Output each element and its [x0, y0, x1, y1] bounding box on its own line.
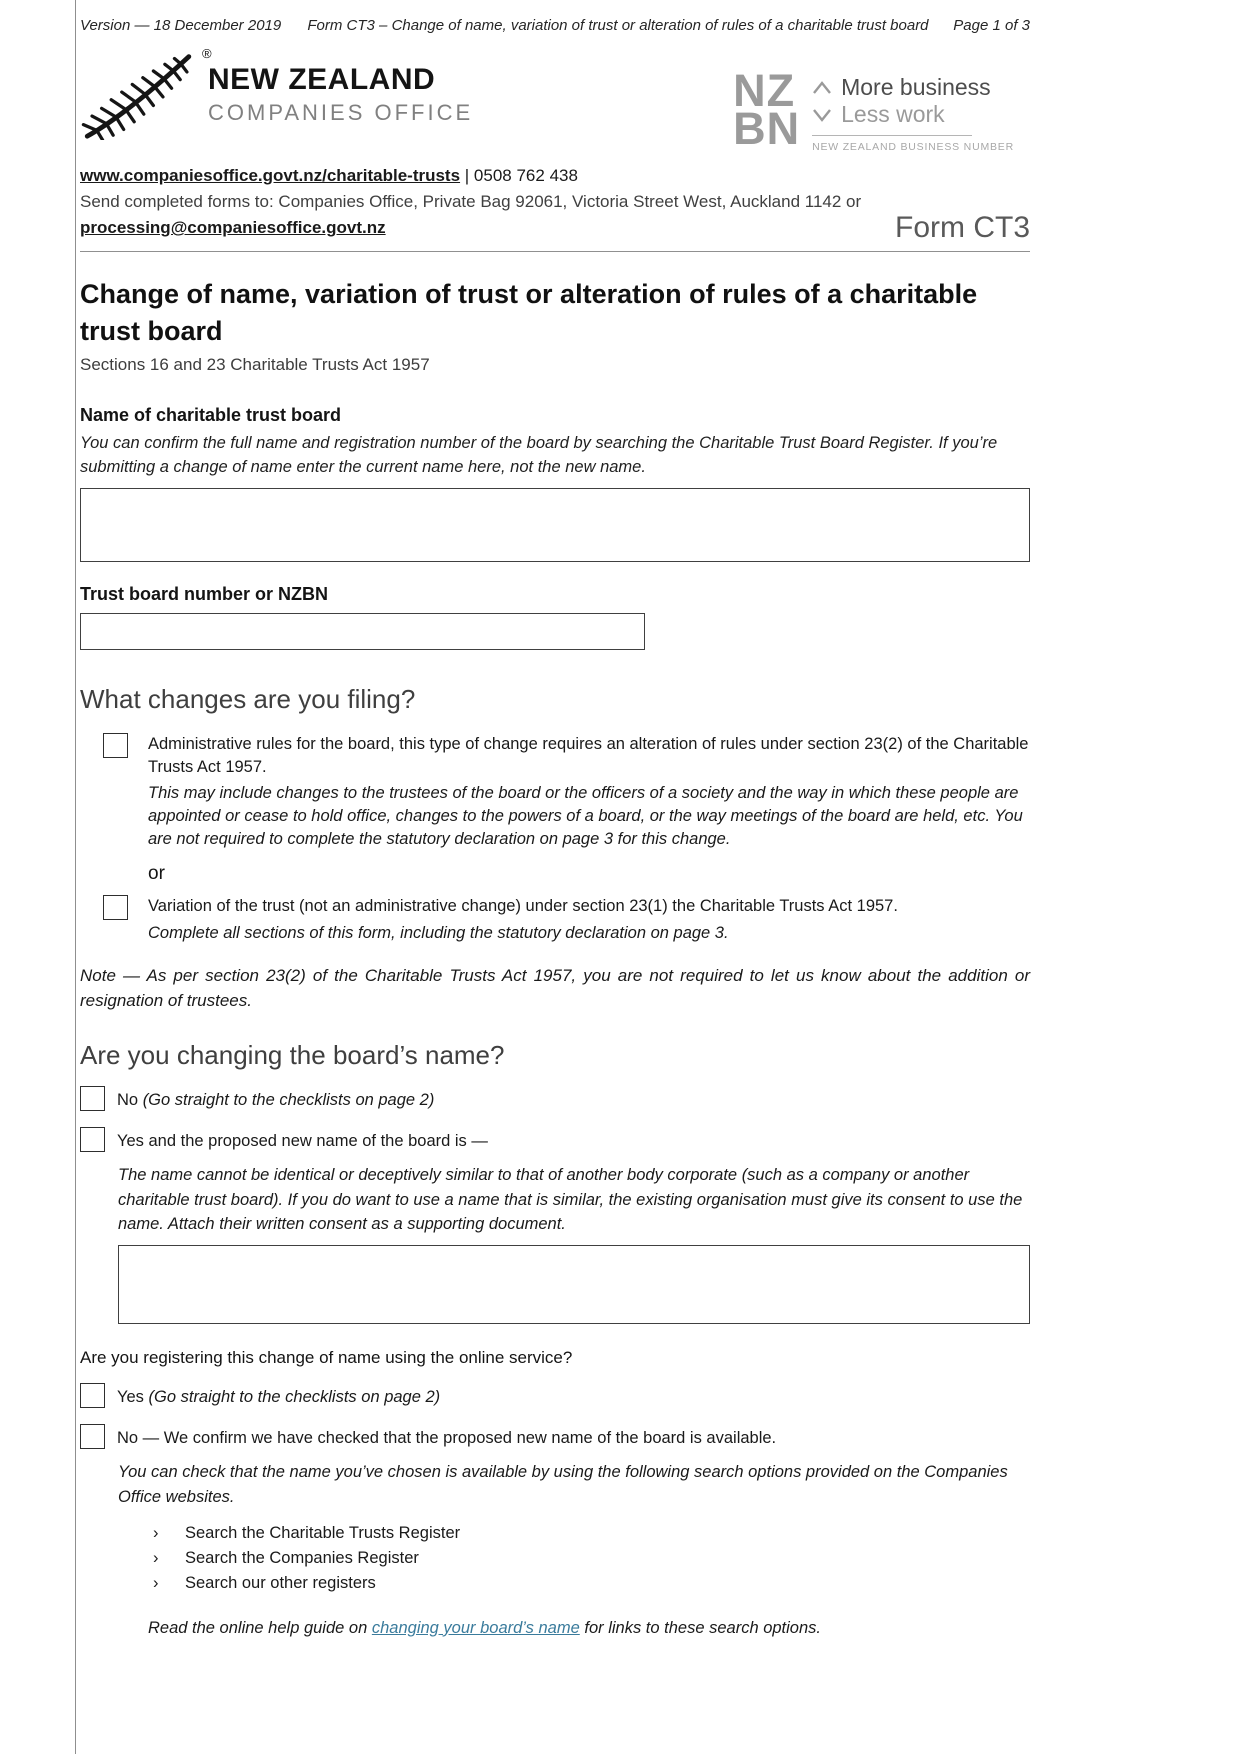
chevron-right-icon: › [153, 1523, 159, 1542]
nzbn-logo [733, 65, 1014, 154]
fern-icon [80, 48, 198, 140]
name-change-no-option [80, 1086, 1030, 1112]
name-change-yes-checkbox[interactable] [80, 1127, 105, 1152]
online-yes-note: (Go straight to the checklists on page 2) [148, 1388, 441, 1407]
online-yes-option [80, 1383, 1030, 1409]
online-no-label: No — We confirm we have checked that the proposed new name of the board is available. [117, 1429, 777, 1448]
logo-subtitle: COMPANIES OFFICE [208, 99, 474, 125]
registered-trademark: ® [202, 46, 212, 61]
board-number-heading: Trust board number or NZBN [80, 584, 329, 604]
variation-label: Variation of the trust (not an administrative change) under section 23(1) the Charitable Trusts Act 1957. [148, 897, 898, 916]
companies-office-logo [80, 48, 473, 140]
processing-email-link[interactable]: processing@companiesoffice.govt.nz [80, 218, 386, 238]
chevron-right-icon: › [153, 1573, 159, 1592]
name-change-yes-label: Yes and the proposed new name of the board is — [117, 1131, 488, 1150]
search-charitable-trusts-register: Search the Charitable Trusts Register [185, 1523, 461, 1542]
admin-rules-label: Administrative rules for the board, this type of change requires an alteration of rules under section 23(2) of the Charitable Trusts Act 1957. [148, 735, 1029, 777]
nzbn-more-text: More business [841, 74, 991, 100]
list-item [153, 1549, 1030, 1568]
version-text: Version — 18 December 2019 [80, 17, 282, 34]
board-name-note: You can confirm the full name and registration number of the board by searching the Charitable Trust Board Register. If you’re submitting a change of name enter the current name here, not the new name. [80, 434, 998, 477]
list-item [153, 1524, 1030, 1543]
page-header [80, 0, 1030, 34]
page-content [80, 0, 1030, 1638]
logo-title: NEW ZEALAND [208, 62, 436, 96]
online-service-question: Are you registering this change of name using the online service? [80, 1348, 573, 1368]
chevron-up-icon [812, 81, 832, 95]
contact-line-url [80, 165, 1030, 187]
help-prefix: Read the online help guide on [148, 1618, 372, 1637]
list-item [153, 1574, 1030, 1593]
page-left-border [75, 0, 76, 1754]
board-name-input[interactable] [80, 488, 1030, 562]
search-options-list [153, 1524, 1030, 1593]
search-other-registers: Search our other registers [185, 1573, 376, 1592]
board-number-input[interactable] [80, 613, 645, 650]
admin-rules-checkbox[interactable] [103, 733, 128, 758]
trustees-note: Note — As per section 23(2) of the Charitable Trusts Act 1957, you are not required to let us know about the addition or resignation of trustees. [80, 965, 1030, 1011]
contact-block [80, 165, 1030, 245]
name-rules-note: The name cannot be identical or deceptively similar to that of another body corporate (such as a company or another charitable trust board). If you do want to use a name that is similar, the existing organisation must give its consent to use the name. Attach their written consent as a supporting document. [118, 1165, 1023, 1234]
nzbn-caption: NEW ZEALAND BUSINESS NUMBER [812, 141, 1014, 153]
send-forms-text: Send completed forms to: Companies Office, Private Bag 92061, Victoria Street West, Auckland 1142 or [80, 192, 862, 212]
online-yes-label: Yes [117, 1388, 144, 1407]
phone-number: | 0508 762 438 [464, 166, 578, 185]
chevron-right-icon: › [153, 1548, 159, 1567]
nzbn-divider [812, 135, 972, 136]
new-name-input[interactable] [118, 1245, 1030, 1324]
name-change-no-checkbox[interactable] [80, 1086, 105, 1111]
page-subtitle: Sections 16 and 23 Charitable Trusts Act 1957 [80, 355, 430, 375]
nzbn-less-text: Less work [841, 101, 945, 127]
board-name-heading: Name of charitable trust board [80, 405, 342, 426]
admin-rules-option [80, 733, 1030, 851]
variation-option [80, 895, 1030, 944]
online-no-option [80, 1424, 1030, 1450]
variation-note: Complete all sections of this form, including the statutory declaration on page 3. [148, 923, 729, 942]
help-text [148, 1619, 1030, 1638]
nzbn-bn-text: BN [733, 102, 801, 154]
form-ref-text: Form CT3 – Change of name, variation of trust or alteration of rules of a charitable trust board [307, 17, 929, 34]
header-divider [80, 251, 1030, 252]
admin-rules-note: This may include changes to the trustees of the board or the officers of a society and the way in which these people are appointed or cease to hold office, changes to the powers of a board, or the way meetings of the board are held, etc. You are not required to complete the statutory declaration on page 3 for this change. [148, 784, 1023, 849]
name-change-heading: Are you changing the board’s name? [80, 1039, 505, 1070]
or-label: or [148, 863, 165, 885]
chevron-down-icon [812, 108, 832, 122]
version-block [80, 17, 929, 34]
online-no-checkbox[interactable] [80, 1424, 105, 1449]
charitable-trusts-link[interactable]: www.companiesoffice.govt.nz/charitable-trusts [80, 166, 461, 185]
form-ct3-label: Form CT3 [895, 211, 1030, 245]
variation-checkbox[interactable] [103, 895, 128, 920]
page-title: Change of name, variation of trust or alteration of rules of a charitable trust board [80, 279, 978, 346]
logo-row [80, 48, 1030, 153]
logo-text [208, 63, 473, 126]
name-change-yes-option [80, 1127, 1030, 1153]
board-name-change-link[interactable]: changing your board’s name [371, 1618, 580, 1637]
nzbn-letters [733, 65, 801, 154]
search-companies-register: Search the Companies Register [185, 1548, 419, 1567]
online-yes-checkbox[interactable] [80, 1383, 105, 1408]
nzbn-tagline [812, 72, 1014, 153]
help-suffix: for links to these search options. [579, 1618, 821, 1637]
changes-heading: What changes are you filing? [80, 684, 416, 714]
name-change-no-label: No [117, 1090, 139, 1109]
name-change-no-note: (Go straight to the checklists on page 2) [142, 1090, 435, 1109]
nzbn-nz-text: NZ [733, 65, 796, 116]
page-number: Page 1 of 3 [953, 17, 1030, 34]
availability-note: You can check that the name you’ve chosen is available by using the following search options provided on the Companies Office websites. [118, 1463, 1008, 1507]
